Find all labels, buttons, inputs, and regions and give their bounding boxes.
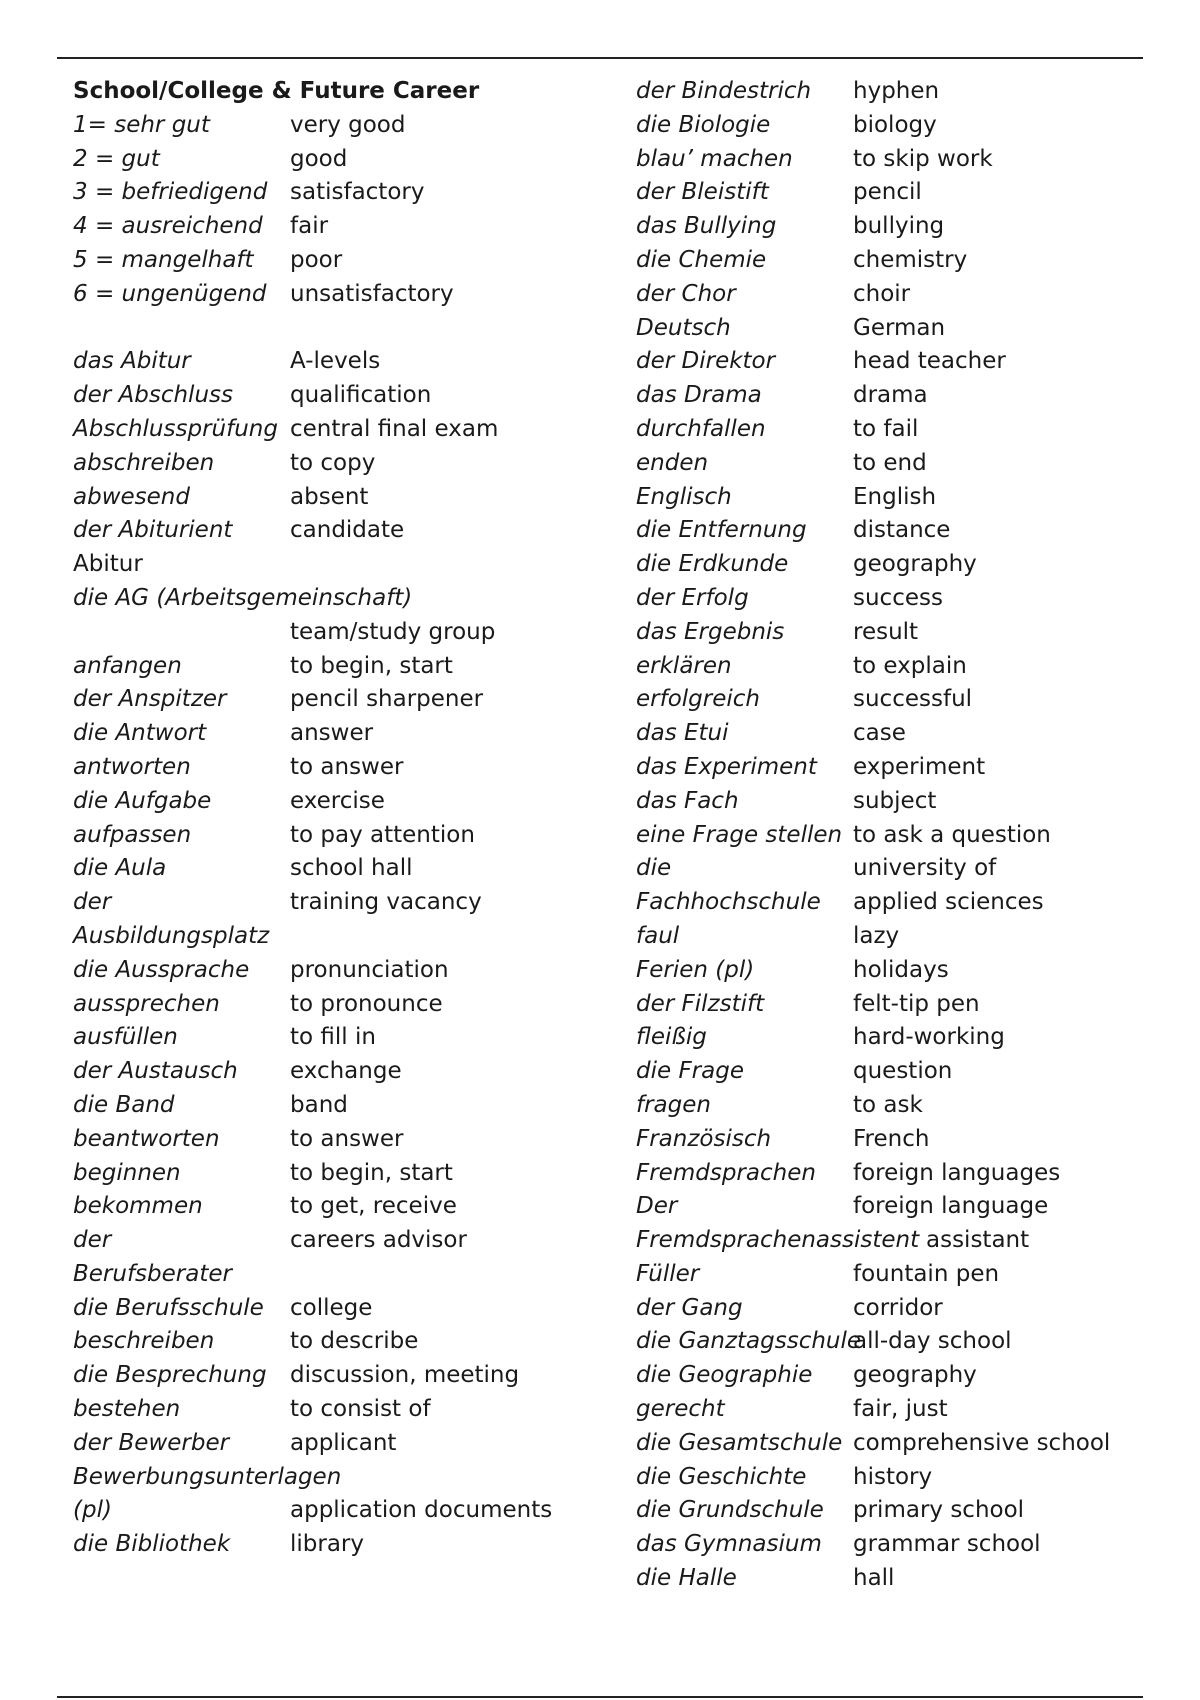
vocab-entry xyxy=(636,1562,1156,1596)
english-translation: comprehensive school xyxy=(853,1429,1111,1456)
vocab-entry xyxy=(73,447,633,481)
vocab-entry xyxy=(73,1123,633,1157)
german-term: der Gang xyxy=(636,1294,743,1321)
vocab-entry xyxy=(636,109,1156,143)
english-translation: exercise xyxy=(290,787,385,814)
german-term: der Direktor xyxy=(636,348,776,375)
vocab-entry xyxy=(73,1359,633,1393)
german-term: 1= sehr gut xyxy=(73,111,210,138)
vocab-entry xyxy=(73,1258,633,1292)
page-title: School/College & Future Career xyxy=(73,78,480,104)
vocab-entry xyxy=(636,954,1156,988)
german-term: die Grundschule xyxy=(636,1497,824,1524)
vocab-entry xyxy=(73,109,633,143)
english-translation: fountain pen xyxy=(853,1260,1000,1287)
english-translation: poor xyxy=(290,246,343,273)
english-translation: candidate xyxy=(290,517,405,544)
german-term: der Anspitzer xyxy=(73,686,227,713)
vocab-entry xyxy=(73,1190,633,1224)
english-translation: grammar school xyxy=(853,1531,1041,1558)
english-translation: felt-tip pen xyxy=(853,990,980,1017)
german-term: faul xyxy=(636,922,680,949)
german-term: ausfüllen xyxy=(73,1024,178,1051)
german-term: das Gymnasium xyxy=(636,1531,822,1558)
german-term: die Halle xyxy=(636,1565,737,1592)
english-translation: history xyxy=(853,1463,933,1490)
vocab-entry xyxy=(73,717,633,751)
vocab-entry xyxy=(636,1157,1156,1191)
german-term: aufpassen xyxy=(73,821,192,848)
german-term: die xyxy=(636,855,672,882)
vocab-entry xyxy=(636,852,1156,886)
vocab-entry xyxy=(73,1393,633,1427)
german-term: der Bewerber xyxy=(73,1429,230,1456)
english-translation: chemistry xyxy=(853,246,968,273)
german-term: eine Frage stellen xyxy=(636,821,843,848)
english-translation: to begin, start xyxy=(290,1159,453,1186)
english-translation: A-levels xyxy=(290,348,381,375)
vocab-entry xyxy=(636,920,1156,954)
german-term: Französisch xyxy=(636,1125,772,1152)
vocab-entry xyxy=(636,1461,1156,1495)
vocab-entry xyxy=(636,819,1156,853)
german-term: Ferien (pl) xyxy=(636,956,755,983)
english-translation: library xyxy=(290,1531,364,1558)
vocab-entry xyxy=(636,1021,1156,1055)
english-translation: subject xyxy=(853,787,937,814)
english-translation: exchange xyxy=(290,1058,402,1085)
english-translation: geography xyxy=(853,1362,977,1389)
vocab-entry xyxy=(73,514,633,548)
german-term: abschreiben xyxy=(73,449,215,476)
vocab-entry xyxy=(73,751,633,785)
vocab-entry xyxy=(636,886,1156,920)
german-term: das Drama xyxy=(636,382,762,409)
german-term: die Band xyxy=(73,1091,175,1118)
vocab-entry xyxy=(636,1325,1156,1359)
english-translation: question xyxy=(853,1058,953,1085)
german-term: beantworten xyxy=(73,1125,220,1152)
vocab-entry xyxy=(73,785,633,819)
vocab-entry xyxy=(73,1224,633,1258)
english-translation: to skip work xyxy=(853,145,993,172)
german-term: 6 = ungenügend xyxy=(73,280,267,307)
english-translation: to pay attention xyxy=(290,821,475,848)
english-translation: primary school xyxy=(853,1497,1025,1524)
english-translation: all-day school xyxy=(853,1328,1012,1355)
english-translation: qualification xyxy=(290,382,432,409)
vocab-entry xyxy=(636,616,1156,650)
vocab-entry xyxy=(73,1494,633,1528)
vocab-entry xyxy=(636,244,1156,278)
english-translation: pencil xyxy=(853,179,922,206)
english-translation: head teacher xyxy=(853,348,1006,375)
german-term: Der xyxy=(636,1193,678,1220)
german-term: erklären xyxy=(636,652,732,679)
english-translation: successful xyxy=(853,686,973,713)
vocab-entry xyxy=(73,379,633,413)
german-term: abwesend xyxy=(73,483,190,510)
german-term: Abschlussprüfung xyxy=(73,415,278,442)
german-term: der xyxy=(73,889,112,916)
german-term: bestehen xyxy=(73,1396,181,1423)
german-term: anfangen xyxy=(73,652,182,679)
vocab-entry xyxy=(636,1359,1156,1393)
german-term: bekommen xyxy=(73,1193,203,1220)
german-term: gerecht xyxy=(636,1396,725,1423)
german-term: die Entfernung xyxy=(636,517,807,544)
english-translation: biology xyxy=(853,111,937,138)
vocab-entry xyxy=(73,1325,633,1359)
english-translation: careers advisor xyxy=(290,1227,467,1254)
german-term: fleißig xyxy=(636,1024,707,1051)
bottom-rule xyxy=(57,1696,1143,1698)
vocab-entry xyxy=(636,1089,1156,1123)
vocab-entry xyxy=(636,447,1156,481)
german-term: die Chemie xyxy=(636,246,767,273)
vocab-entry xyxy=(73,616,633,650)
german-term: aussprechen xyxy=(73,990,220,1017)
right-column xyxy=(636,75,1156,1596)
german-term: Füller xyxy=(636,1260,700,1287)
english-translation: bullying xyxy=(853,213,945,240)
vocab-entry xyxy=(73,312,633,346)
english-translation: to answer xyxy=(290,1125,404,1152)
vocab-entry xyxy=(73,1461,633,1495)
english-translation: lazy xyxy=(853,922,900,949)
vocab-entry xyxy=(636,379,1156,413)
english-translation: to ask a question xyxy=(853,821,1051,848)
german-term: der Abschluss xyxy=(73,382,233,409)
german-term: die Berufsschule xyxy=(73,1294,264,1321)
german-term: das Bullying xyxy=(636,213,777,240)
german-term: die Aussprache xyxy=(73,956,250,983)
german-term: (pl) xyxy=(73,1497,112,1524)
vocab-entry xyxy=(636,1055,1156,1089)
vocab-entry xyxy=(636,1528,1156,1562)
vocab-entry xyxy=(73,1528,633,1562)
german-term: die Biologie xyxy=(636,111,771,138)
german-term: blau’ machen xyxy=(636,145,793,172)
vocab-entry xyxy=(636,1292,1156,1326)
vocab-entry xyxy=(636,548,1156,582)
vocab-entry xyxy=(636,1224,1156,1258)
english-translation: central final exam xyxy=(290,415,499,442)
vocab-entry xyxy=(636,1427,1156,1461)
english-translation: choir xyxy=(853,280,911,307)
vocab-entry xyxy=(636,717,1156,751)
german-term: das Ergebnis xyxy=(636,618,785,645)
vocab-entry xyxy=(636,1258,1156,1292)
vocab-entry xyxy=(636,143,1156,177)
german-term: 5 = mangelhaft xyxy=(73,246,254,273)
english-translation: to consist of xyxy=(290,1396,431,1423)
vocab-entry xyxy=(73,143,633,177)
vocab-entry xyxy=(73,920,633,954)
vocab-entry xyxy=(636,751,1156,785)
english-translation: unsatisfactory xyxy=(290,280,454,307)
vocab-entry xyxy=(73,481,633,515)
vocab-entry xyxy=(636,988,1156,1022)
german-term: Fachhochschule xyxy=(636,889,821,916)
vocab-entry xyxy=(73,176,633,210)
english-translation: satisfactory xyxy=(290,179,425,206)
english-translation: hyphen xyxy=(853,78,940,104)
vocab-entry xyxy=(73,988,633,1022)
english-translation: team/study group xyxy=(290,618,496,645)
german-term: Fremdsprachen xyxy=(636,1159,816,1186)
vocab-entry xyxy=(73,413,633,447)
english-translation: college xyxy=(290,1294,373,1321)
vocab-entry xyxy=(636,514,1156,548)
english-translation: foreign languages xyxy=(853,1159,1061,1186)
english-translation: to end xyxy=(853,449,927,476)
german-term: die Aufgabe xyxy=(73,787,212,814)
german-term: der Filzstift xyxy=(636,990,765,1017)
vocab-entry xyxy=(73,1055,633,1089)
english-translation: absent xyxy=(290,483,369,510)
english-translation: pronunciation xyxy=(290,956,449,983)
english-translation: geography xyxy=(853,551,977,578)
german-term: das Experiment xyxy=(636,753,817,780)
english-translation: fair xyxy=(290,213,329,240)
german-term: der Bindestrich xyxy=(636,78,812,104)
vocab-entry xyxy=(636,582,1156,616)
german-term: beschreiben xyxy=(73,1328,215,1355)
english-translation: experiment xyxy=(853,753,986,780)
english-translation: discussion, meeting xyxy=(290,1362,520,1389)
german-term: der xyxy=(73,1227,112,1254)
english-translation: applicant xyxy=(290,1429,397,1456)
english-translation: German xyxy=(853,314,946,341)
german-term: die Bibliothek xyxy=(73,1531,231,1558)
english-translation: university of xyxy=(853,855,997,882)
english-translation: applied sciences xyxy=(853,889,1044,916)
vocab-entry xyxy=(636,1190,1156,1224)
english-translation: application documents xyxy=(290,1497,553,1524)
german-term: Englisch xyxy=(636,483,732,510)
english-translation: to get, receive xyxy=(290,1193,457,1220)
english-translation: good xyxy=(290,145,348,172)
german-term: der Chor xyxy=(636,280,736,307)
english-translation: band xyxy=(290,1091,348,1118)
german-term: 2 = gut xyxy=(73,145,160,172)
english-translation: school hall xyxy=(290,855,413,882)
vocab-entry xyxy=(636,683,1156,717)
vocab-entry xyxy=(636,413,1156,447)
english-translation: drama xyxy=(853,382,928,409)
german-term: der Bleistift xyxy=(636,179,769,206)
vocab-entry xyxy=(73,650,633,684)
german-term: das Etui xyxy=(636,720,729,747)
english-translation: pencil sharpener xyxy=(290,686,484,713)
english-translation: to copy xyxy=(290,449,376,476)
german-term: die Frage xyxy=(636,1058,744,1085)
vocab-entry xyxy=(636,1393,1156,1427)
german-term: die Antwort xyxy=(73,720,207,747)
german-term: 3 = befriedigend xyxy=(73,179,268,206)
vocab-entry xyxy=(636,312,1156,346)
vocab-entry xyxy=(73,954,633,988)
vocab-entry xyxy=(73,345,633,379)
english-translation-continued: assistant xyxy=(926,1227,1030,1254)
english-translation: to fill in xyxy=(290,1024,376,1051)
english-translation: case xyxy=(853,720,906,747)
german-term: Abitur xyxy=(73,551,143,578)
vocab-entry xyxy=(73,1089,633,1123)
vocab-entry xyxy=(636,481,1156,515)
english-translation: fair, just xyxy=(853,1396,948,1423)
german-term: beginnen xyxy=(73,1159,181,1186)
german-term: die Geographie xyxy=(636,1362,813,1389)
vocab-entry xyxy=(73,278,633,312)
german-term: die Besprechung xyxy=(73,1362,267,1389)
german-term: durchfallen xyxy=(636,415,766,442)
vocab-entry xyxy=(636,785,1156,819)
german-term: erfolgreich xyxy=(636,686,760,713)
vocab-entry xyxy=(73,1157,633,1191)
english-translation: holidays xyxy=(853,956,949,983)
german-term: das Abitur xyxy=(73,348,191,375)
german-term: die Ganztagsschule xyxy=(636,1328,862,1355)
english-translation: to pronounce xyxy=(290,990,443,1017)
german-term: Ausbildungsplatz xyxy=(73,922,270,949)
vocab-entry xyxy=(636,345,1156,379)
vocab-entry xyxy=(73,886,633,920)
german-term: die Aula xyxy=(73,855,167,882)
vocab-entry xyxy=(636,650,1156,684)
german-term: das Fach xyxy=(636,787,739,814)
english-translation: French xyxy=(853,1125,930,1152)
english-translation: success xyxy=(853,584,943,611)
german-term: die Erdkunde xyxy=(636,551,789,578)
vocab-entry xyxy=(73,582,633,616)
english-translation: hall xyxy=(853,1565,895,1592)
german-term: Berufsberater xyxy=(73,1260,232,1287)
vocab-entry xyxy=(73,819,633,853)
english-translation: training vacancy xyxy=(290,889,482,916)
english-translation: to begin, start xyxy=(290,652,453,679)
vocab-entry xyxy=(636,210,1156,244)
english-translation: answer xyxy=(290,720,374,747)
english-translation: to explain xyxy=(853,652,967,679)
english-translation: to ask xyxy=(853,1091,923,1118)
english-translation: corridor xyxy=(853,1294,943,1321)
german-term: antworten xyxy=(73,753,191,780)
english-translation: to fail xyxy=(853,415,919,442)
german-term: 4 = ausreichend xyxy=(73,213,263,240)
german-term: Bewerbungsunterlagen xyxy=(73,1463,342,1490)
left-column xyxy=(73,75,633,1562)
german-term: die Gesamtschule xyxy=(636,1429,843,1456)
german-term: die Geschichte xyxy=(636,1463,807,1490)
english-translation: foreign language xyxy=(853,1193,1049,1220)
german-term: die AG (Arbeitsgemeinschaft) xyxy=(73,584,413,611)
vocab-entry xyxy=(73,210,633,244)
vocab-entry xyxy=(636,1494,1156,1528)
vocab-entry xyxy=(636,75,1156,109)
vocab-entry xyxy=(73,244,633,278)
german-term: der Austausch xyxy=(73,1058,238,1085)
english-translation: result xyxy=(853,618,919,645)
vocab-entry xyxy=(73,1427,633,1461)
vocab-entry xyxy=(636,1123,1156,1157)
german-term: enden xyxy=(636,449,709,476)
german-term: der Erfolg xyxy=(636,584,749,611)
english-translation: distance xyxy=(853,517,951,544)
english-translation: hard-working xyxy=(853,1024,1005,1051)
vocab-entry xyxy=(73,548,633,582)
english-translation: to describe xyxy=(290,1328,419,1355)
german-term: fragen xyxy=(636,1091,711,1118)
vocab-entry xyxy=(636,278,1156,312)
vocab-entry xyxy=(73,852,633,886)
vocab-entry xyxy=(636,176,1156,210)
german-term: der Abiturient xyxy=(73,517,233,544)
vocab-entry xyxy=(73,1292,633,1326)
english-translation: to answer xyxy=(290,753,404,780)
vocab-entry xyxy=(73,683,633,717)
vocab-entry xyxy=(73,1021,633,1055)
german-term: Deutsch xyxy=(636,314,731,341)
german-term: Fremdsprachenassistent xyxy=(636,1227,920,1254)
english-translation: English xyxy=(853,483,937,510)
top-rule xyxy=(57,57,1143,59)
english-translation: very good xyxy=(290,111,406,138)
